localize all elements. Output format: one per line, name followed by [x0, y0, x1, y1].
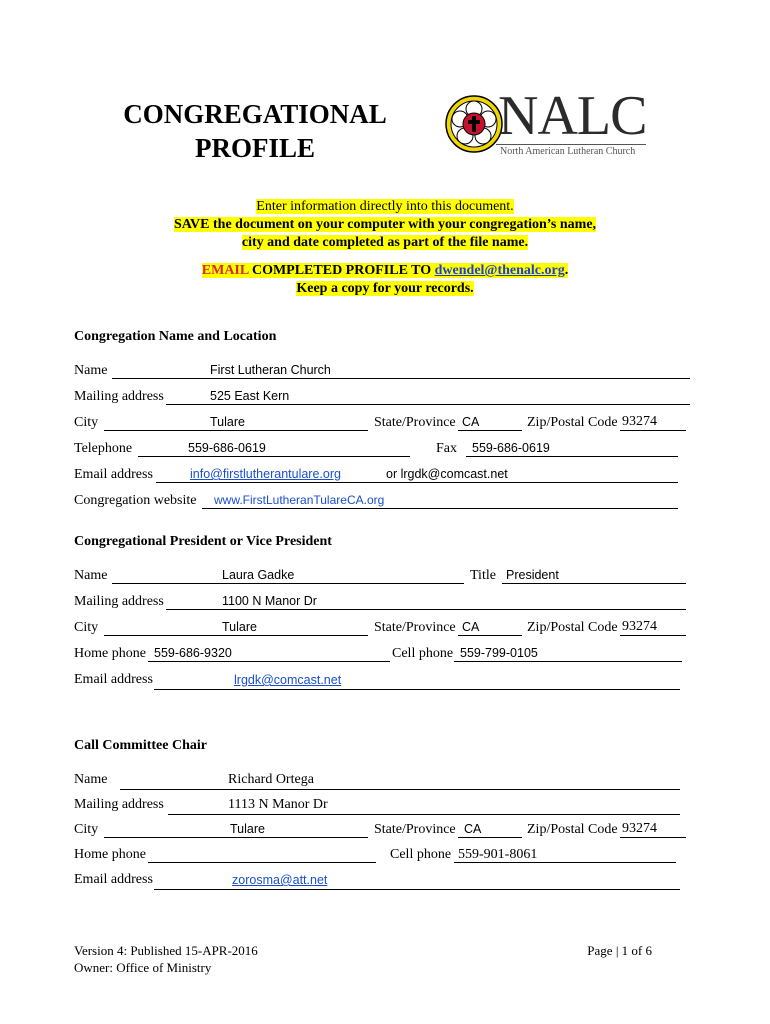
nalc-logo [444, 85, 654, 162]
committee-email-link[interactable]: zorosma@att.net [232, 873, 328, 887]
president-state-label: State/Province [374, 620, 456, 635]
section-heading-president: Congregational President or Vice President [74, 534, 332, 549]
title-line-2: PROFILE [194, 133, 315, 163]
committee-mailing-field[interactable]: 1113 N Manor Dr [228, 797, 328, 812]
name-line [112, 378, 690, 379]
committee-state-label: State/Province [374, 822, 456, 837]
president-mailing-field[interactable]: 1100 N Manor Dr [222, 594, 317, 608]
president-city-field[interactable]: Tulare [222, 620, 257, 634]
congregation-website-link[interactable]: www.FirstLutheranTulareCA.org [214, 493, 385, 507]
committee-name-label: Name [74, 772, 108, 787]
name-label: Name [74, 363, 108, 378]
city-label: City [74, 415, 99, 430]
email-instructions [0, 262, 770, 298]
president-zip-label: Zip/Postal Code [527, 620, 618, 635]
title-line-1: CONGREGATIONAL [123, 99, 387, 129]
committee-home-label: Home phone [74, 847, 146, 862]
section-heading-congregation: Congregation Name and Location [74, 329, 277, 344]
fax-label: Fax [436, 441, 457, 456]
congregation-phone-field[interactable]: 559-686-0619 [188, 441, 266, 455]
instruction-line-3: city and date completed as part of the file name. [241, 235, 529, 250]
president-title-field[interactable]: President [506, 568, 559, 582]
mailing-label: Mailing address [74, 389, 164, 404]
email-period: . [564, 263, 569, 278]
committee-city-label: City [74, 822, 99, 837]
committee-zip-label: Zip/Postal Code [527, 822, 618, 837]
submission-email-link[interactable]: dwendel@thenalc.org [434, 263, 565, 278]
congregation-zip-field[interactable]: 93274 [622, 414, 657, 429]
president-cell-field[interactable]: 559-799-0105 [460, 646, 538, 660]
state-label: State/Province [374, 415, 456, 430]
page-number: Page | 1 of 6 [587, 943, 652, 958]
president-title-label: Title [470, 568, 496, 583]
email-keyword: EMAIL [201, 263, 249, 278]
committee-name-field[interactable]: Richard Ortega [228, 772, 314, 787]
congregation-state-field[interactable]: CA [462, 415, 480, 429]
logo-text: NALC [498, 85, 647, 147]
email-instruction-text: COMPLETED PROFILE TO [248, 263, 435, 278]
instructions [0, 198, 770, 252]
congregation-name-field[interactable]: First Lutheran Church [210, 363, 331, 377]
logo-subtitle: North American Lutheran Church [500, 146, 636, 157]
president-name-label: Name [74, 568, 108, 583]
president-home-label: Home phone [74, 646, 146, 661]
committee-zip-field[interactable]: 93274 [622, 821, 657, 836]
president-state-field[interactable]: CA [462, 620, 480, 634]
president-email-link[interactable]: lrgdk@comcast.net [234, 673, 342, 687]
president-home-field[interactable]: 559-686-9320 [154, 646, 232, 660]
zip-label: Zip/Postal Code [527, 415, 618, 430]
logo-divider [496, 144, 646, 145]
footer-left [74, 942, 258, 976]
page-title [100, 97, 410, 165]
president-city-label: City [74, 620, 99, 635]
telephone-line [138, 456, 410, 457]
congregation-city-field[interactable]: Tulare [210, 415, 245, 429]
president-mailing-label: Mailing address [74, 594, 164, 609]
congregation-email-link[interactable]: info@firstlutherantulare.org [190, 467, 341, 481]
committee-cell-label: Cell phone [390, 847, 452, 862]
committee-mailing-label: Mailing address [74, 797, 164, 812]
instruction-line-1: Enter information directly into this document. [256, 199, 514, 214]
committee-name-line [120, 789, 680, 790]
president-name-field[interactable]: Laura Gadke [222, 568, 295, 582]
president-cell-label: Cell phone [392, 646, 454, 661]
president-zip-field[interactable]: 93274 [622, 619, 657, 634]
committee-email-line [154, 889, 680, 890]
committee-mailing-line [168, 814, 680, 815]
committee-cell-field[interactable]: 559-901-8061 [458, 847, 538, 862]
committee-home-line [148, 862, 376, 863]
telephone-label: Telephone [74, 441, 133, 456]
footer-owner: Owner: Office of Ministry [74, 960, 212, 975]
email-label: Email address [74, 467, 153, 482]
committee-email-label: Email address [74, 872, 153, 887]
keep-copy-note: Keep a copy for your records. [296, 281, 474, 296]
committee-state-field[interactable]: CA [464, 822, 482, 836]
section-heading-committee: Call Committee Chair [74, 738, 207, 753]
congregation-email-alt[interactable]: or lrgdk@comcast.net [386, 467, 508, 481]
instruction-line-2: SAVE the document on your computer with your congregation’s name, [173, 217, 597, 232]
president-email-label: Email address [74, 672, 153, 687]
congregation-fax-field[interactable]: 559-686-0619 [472, 441, 550, 455]
website-label: Congregation website [74, 493, 197, 508]
luther-rose-icon [444, 92, 506, 156]
congregation-mailing-field[interactable]: 525 East Kern [210, 389, 290, 403]
committee-city-field[interactable]: Tulare [230, 822, 265, 836]
footer-version: Version 4: Published 15-APR-2016 [74, 943, 258, 958]
president-email-line [154, 689, 680, 690]
